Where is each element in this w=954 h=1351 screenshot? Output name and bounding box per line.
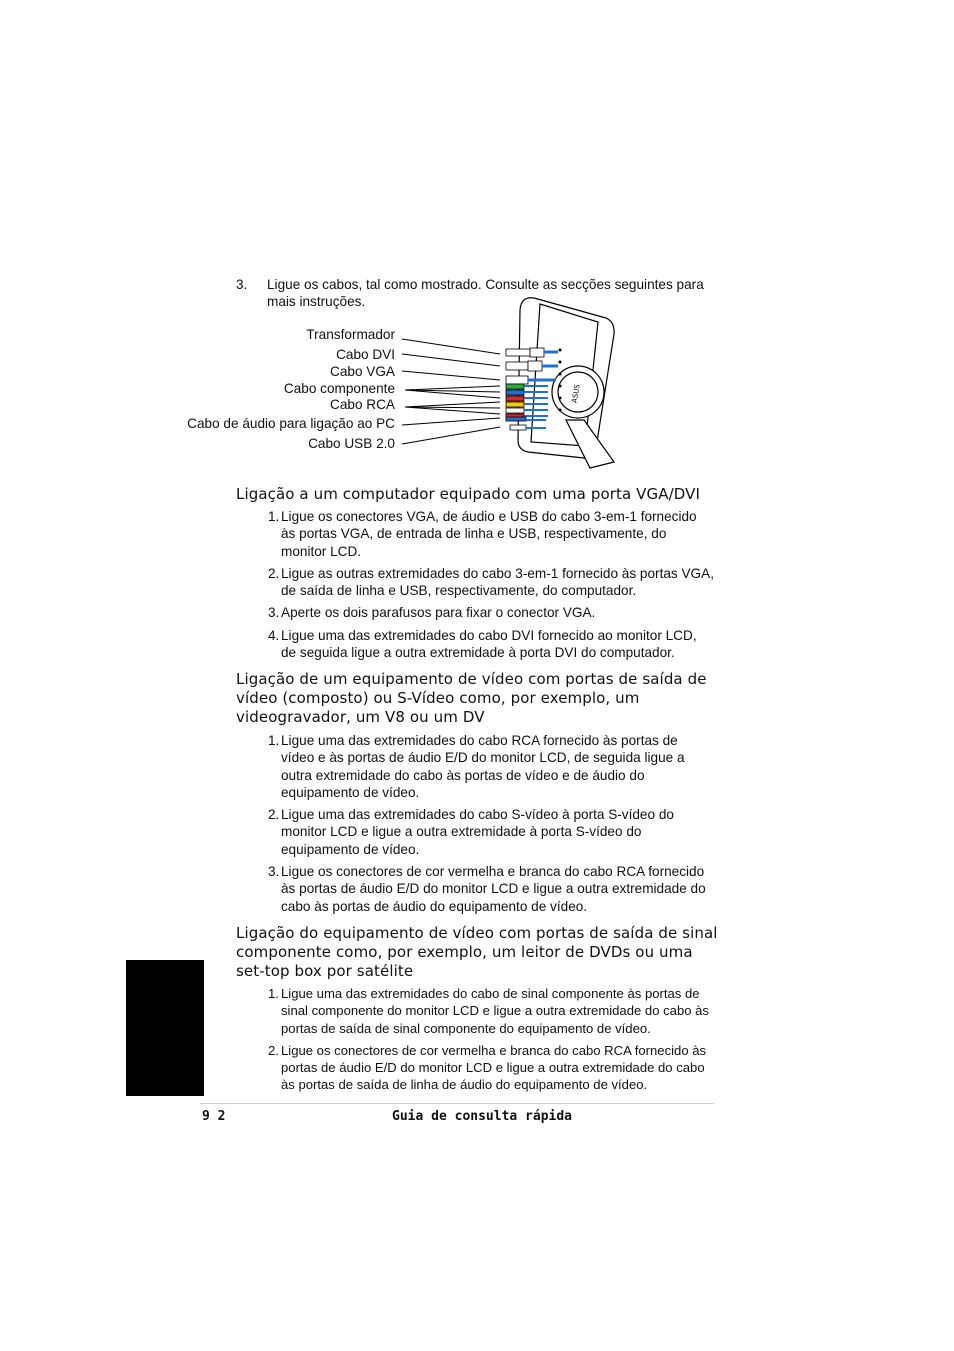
list-item: 3. Ligue os conectores de cor vermelha e branca do cabo RCA fornecido às portas de áudio E/D do monitor LCD e ligue a outra extremidade do cabo às portas de áudio do equipamento de vídeo. (268, 864, 706, 914)
label-cabo-rca: Cabo RCA (330, 397, 395, 412)
section-title-vga-dvi: Ligação a um computador equipado com uma porta VGA/DVI (236, 485, 701, 503)
monitor-rear-illustration (0, 0, 954, 480)
section-title-composite-video: Ligação de um equipamento de vídeo com portas de saída de vídeo (composto) ou S-Vídeo como, por exemplo, um videogravador, um V8 ou um DV (236, 670, 707, 726)
page-number: 9 2 (202, 1109, 226, 1124)
asus-logo: ASUS (570, 383, 582, 404)
list-item: 4. Ligue uma das extremidades do cabo DVI fornecido ao monitor LCD, de seguida ligue a outra extremidade à porta DVI do computador. (268, 627, 697, 661)
label-cabo-componente: Cabo componente (283, 381, 395, 396)
list-item: 2. Ligue os conectores de cor vermelha e branca do cabo RCA fornecido às portas de áudio E/D do monitor LCD e ligue a outra extremidade do cabo às portas de saída de linha de áudio do equipamento de vídeo. (268, 1042, 707, 1093)
section-3-steps (268, 985, 714, 1099)
list-item: 1. Ligue uma das extremidades do cabo RCA fornecido às portas de vídeo e às portas de áudio E/D do monitor LCD, de seguida ligue a outra extremidade do cabo às portas de vídeo e de áudio do equipamento de vídeo. (268, 733, 685, 800)
label-cabo-usb: Cabo USB 2.0 (308, 436, 395, 451)
section-2-steps (268, 732, 714, 920)
footer-divider (200, 1103, 714, 1104)
list-item: 1. Ligue uma das extremidades do cabo de sinal componente às portas de sinal componente do monitor LCD e ligue a outra extremidade do cabo às portas de saída de sinal componente do equipamento de vídeo. (268, 986, 709, 1036)
list-item: 2. Ligue as outras extremidades do cabo 3-em-1 fornecido às portas VGA, de saída de linha e USB, respectivamente, do computador. (268, 565, 714, 599)
footer-title: Guia de consulta rápida (392, 1109, 573, 1124)
section-1-steps (268, 508, 714, 666)
label-transformador: Transformador (306, 327, 395, 342)
label-cabo-vga: Cabo VGA (330, 364, 395, 379)
language-side-tab (126, 960, 204, 1096)
section-title-component-video: Ligação do equipamento de vídeo com portas de saída de sinal componente como, por exemplo, um leitor de DVDs ou uma set-top box por satélite (236, 924, 718, 980)
label-cabo-audio: Cabo de áudio para ligação ao PC (187, 416, 395, 431)
list-item: 2. Ligue uma das extremidades do cabo S-vídeo à porta S-vídeo do monitor LCD e ligue a outra extremidade à porta S-vídeo do equipamento de vídeo. (268, 807, 674, 857)
step-number: 3. (236, 277, 248, 292)
label-cabo-dvi: Cabo DVI (336, 347, 395, 362)
list-item: 3. Aperte os dois parafusos para fixar o conector VGA. (268, 605, 596, 621)
step-text: Ligue os cabos, tal como mostrado. Consulte as secções seguintes para mais instruções. (267, 277, 704, 310)
list-item: 1. Ligue os conectores VGA, de áudio e USB do cabo 3-em-1 fornecido às portas VGA, de entrada de linha e USB, respectivamente, do monitor LCD. (268, 509, 697, 559)
